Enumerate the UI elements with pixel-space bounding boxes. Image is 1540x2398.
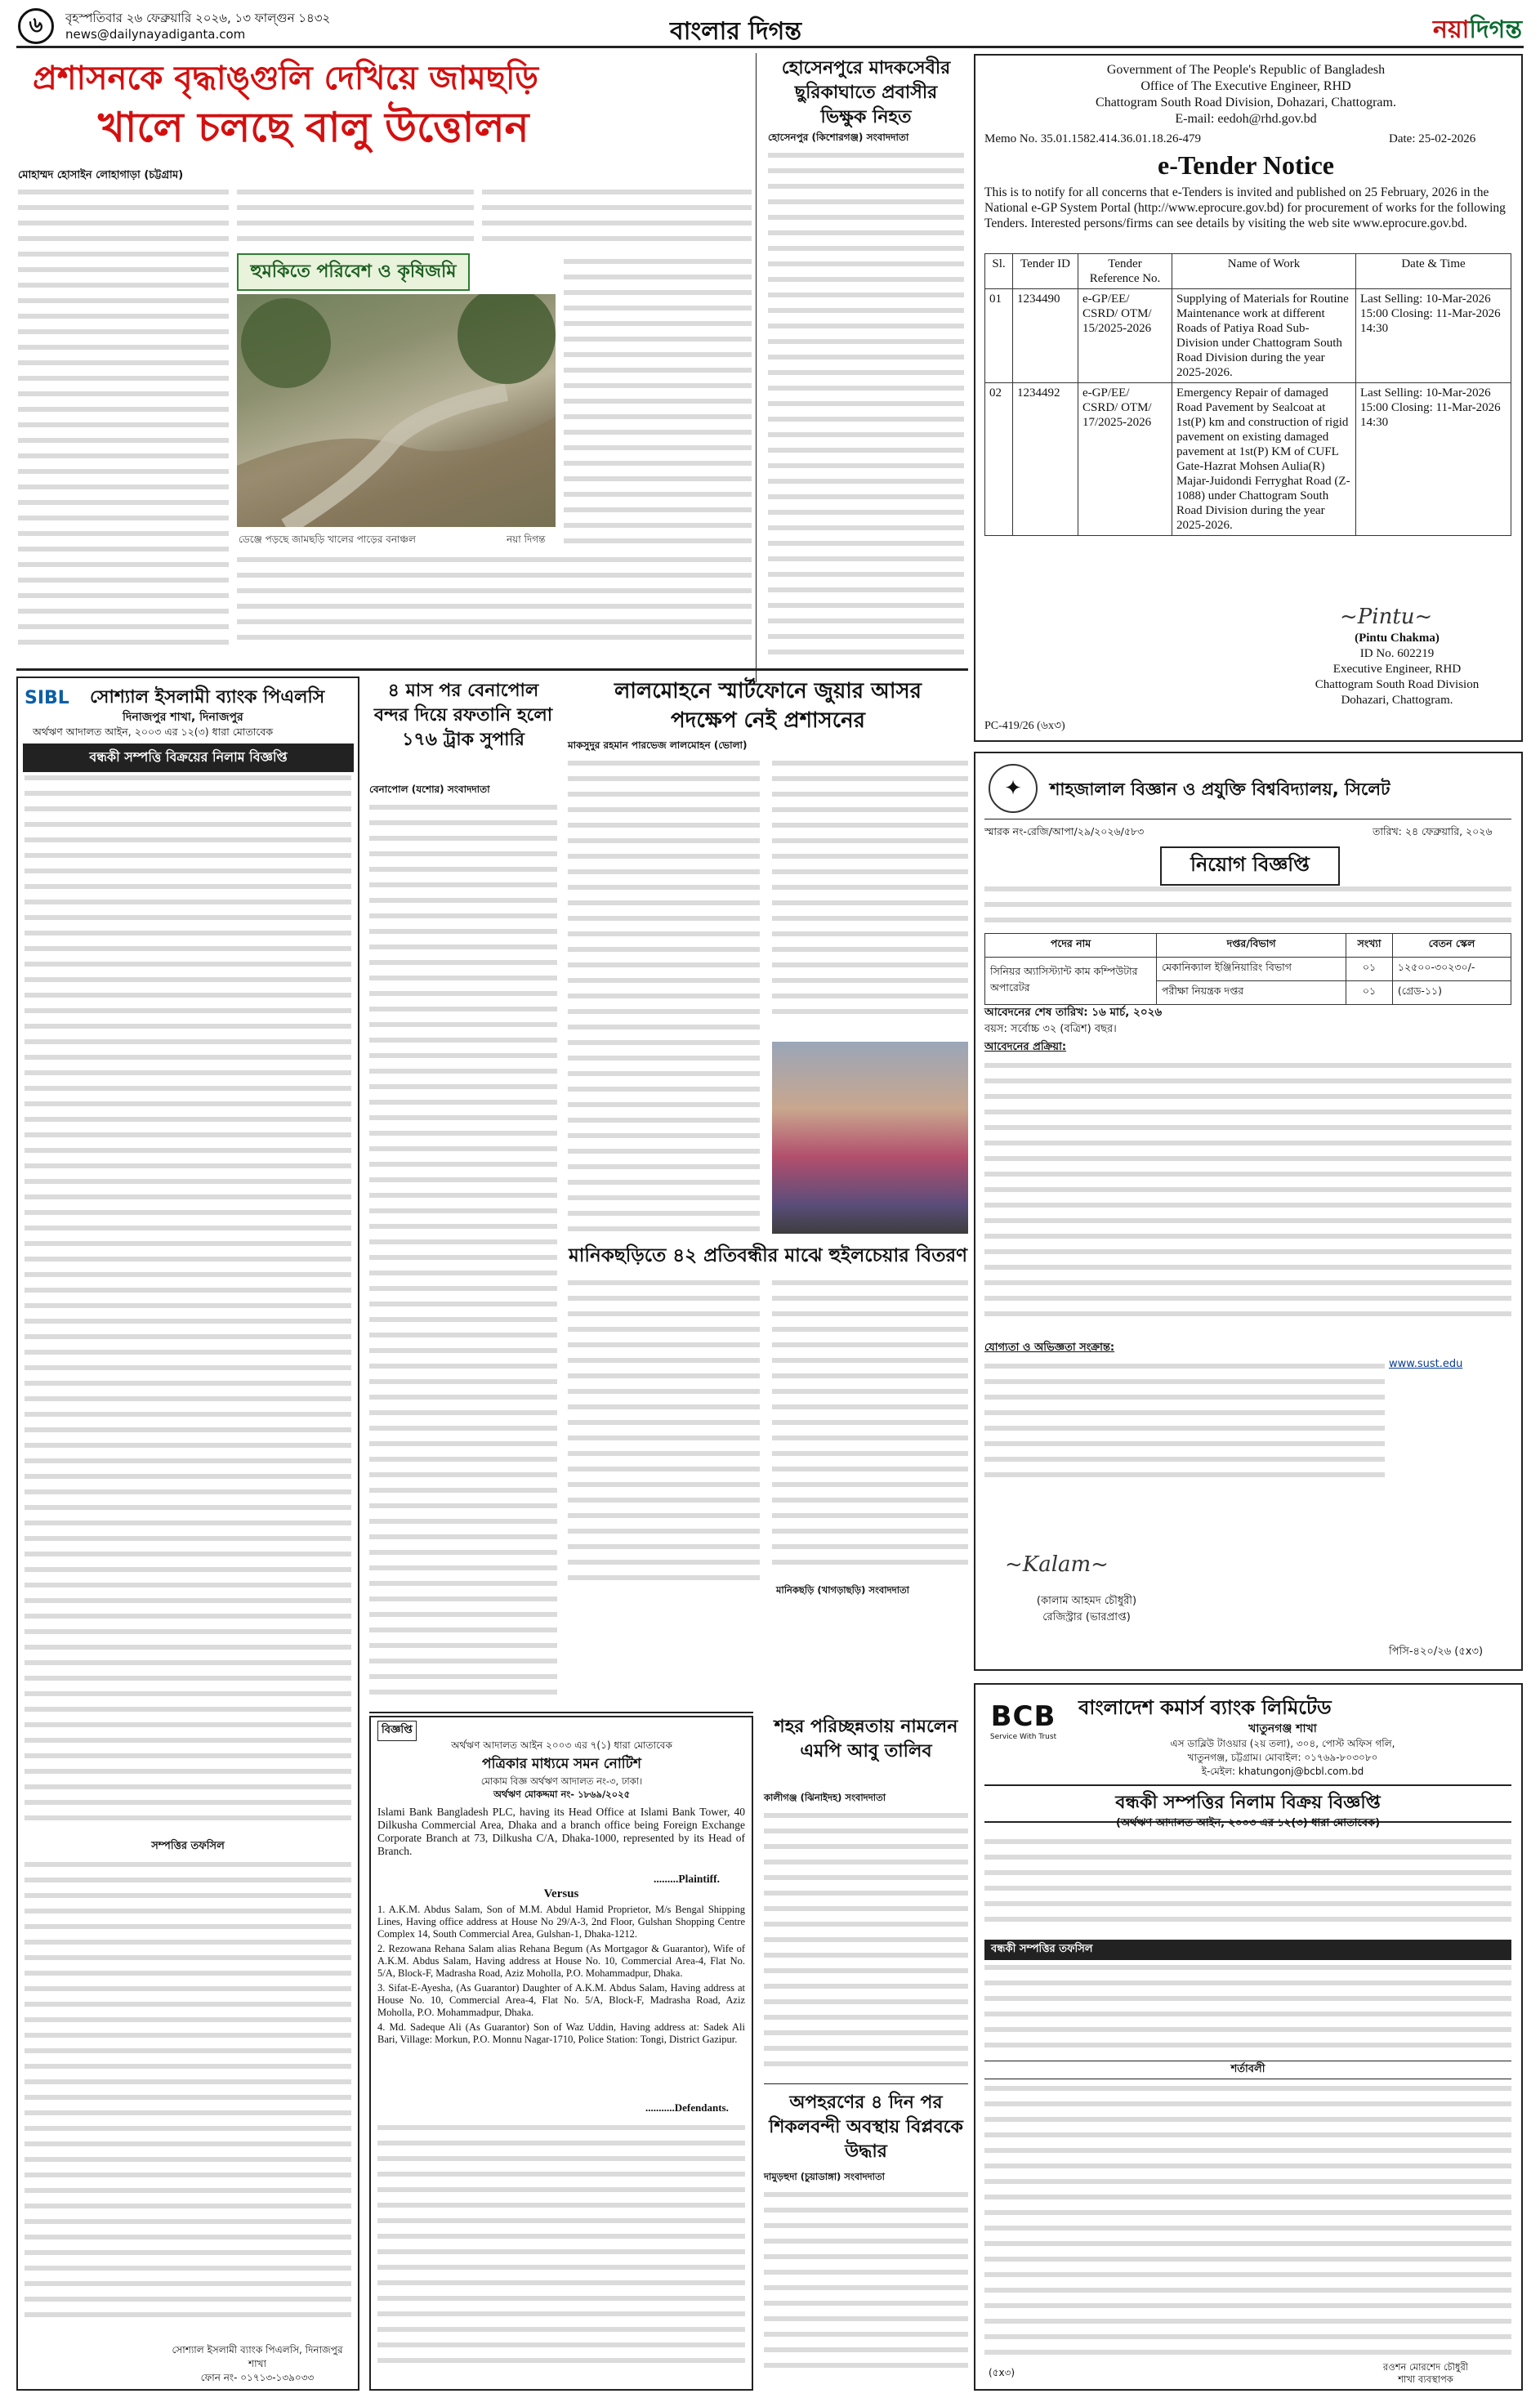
lead-col-3-top (482, 184, 752, 249)
lead-photo (237, 294, 556, 527)
lalmohan-col-2 (772, 755, 968, 1033)
summons-defendants: 1. A.K.M. Abdus Salam, Son of M.M. Abdul Hamid Proprietor, M/s Bengal Shipping Lines, Having office address at House No 29/A-3, 2nd Floor, Gulshan Shopping Centre Complex 14, South Commercial Area, Gulshan-1, Dhaka-1212. 2. Rezowana Rehana Salam alias Rehana Begum (As Mortgagor & Guarantor), Wife of A.K.M. Abdus Salam, Having address at House No. 10, Commercial Area-4, Flat No. 5/A, Block-F, Madrasha Road, Aziz Moholla, P.O. Mohammadpur, Dhaka. 3. Sifat-E-Ayesha, (As Guarantor) Daughter of A.K.M. Abdus Salam, Having address at House No. 10, Commercial Area-4, Flat No. 5/A, Block-F, Madrasha Road, Aziz Moholla, P.O. Mohammadpur, Dhaka. 4. Md. Sadeque Ali (As Guarantor) Son of Waz Uddin, Having address at: Sadek Ali Bari, Village: Morkun, P.O. Monnu Nagar-1710, Police Station: Tongi, District Gazipur. (377, 1904, 745, 2045)
tender-signer: (Pintu Chakma) ID No. 602219 Executive Engineer, RHD Chattogram South Road Division Dohazari, Chattogram. (1315, 632, 1480, 707)
river-illustration (237, 294, 556, 527)
sust-qual-title: যোগ্যতা ও অভিজ্ঞতা সংক্রান্ত: (984, 1342, 1115, 1354)
mp-headline: শহর পরিচ্ছন্নতায় নামলেন এমপি আবু তালিব (774, 1716, 958, 1762)
bcb-conditions-title: শর্তাবলী (984, 2061, 1511, 2079)
tender-memo: Memo No. 35.01.1582.414.36.01.18.26-479 (984, 132, 1201, 145)
bcb-schedule-title: বন্ধকী সম্পত্তির তফসিল (984, 1940, 1511, 1960)
lead-tag: হুমকিতে পরিবেশ ও কৃষিজমি (237, 253, 470, 291)
sust-memo: স্মারক নং-রেজি/আপা/২৯/২০২৬/৫৮৩ (984, 825, 1145, 837)
lead-col-3 (564, 253, 752, 547)
sibl-body (25, 770, 351, 1832)
lead-byline: মোহাম্মদ হোসাইন লোহাগাড়া (চট্টগ্রাম) (18, 169, 184, 181)
bcb-conditions (984, 2080, 1511, 2362)
date-line (65, 10, 330, 42)
wheelchair-photo (772, 1042, 968, 1234)
rescue-body (764, 2186, 968, 2387)
newspaper-logo: নয়াদিগন্ত (1433, 16, 1522, 44)
bcb-schedule (984, 1959, 1511, 2057)
sibl-bank-name: সোশ্যাল ইসলামী ব্যাংক পিএলসি (90, 687, 325, 708)
sibl-schedule (25, 1856, 351, 2330)
summons-law: অর্থঋণ আদালত আইন ২০০৩ এর ৭(১) ধারা মোতাবেক (451, 1739, 672, 1751)
sibl-title: বন্ধকী সম্পত্তি বিক্রয়ের নিলাম বিজ্ঞপ্তি (23, 744, 354, 772)
tender-email[interactable]: E-mail: eedoh@rhd.gov.bd (1175, 112, 1317, 126)
hosenpur-headline: হোসেনপুরে মাদকসেবীর ছুরিকাঘাতে প্রবাসীর ভিক্ষুক নিহত (781, 57, 951, 127)
notice-rule (369, 1712, 753, 1713)
sust-name: শাহজালাল বিজ্ঞান ও প্রযুক্তি বিশ্ববিদ্যালয়, সিলেট (1050, 779, 1390, 799)
summons-versus: Versus (543, 1887, 579, 1900)
benapole-body (369, 799, 557, 1706)
sust-signer: (কালাম আহমদ চৌধুরী) রেজিস্ট্রার (ভারপ্রাপ্ত) (1036, 1595, 1137, 1623)
wheelchair-col-1 (568, 1275, 760, 1597)
sibl-footer: সোশ্যাল ইসলামী ব্যাংক পিএলসি, দিনাজপুর শাখা ফোন নং- ০১৭১৩-১৩৯০৩৩ (172, 2344, 343, 2383)
tender-intro: This is to notify for all concerns that e-Tenders is invited and published on 25 February, 2026 in the National e-GP System Portal (http://www.eprocure.gov.bd) for procurement of works for the following Tenders. Interested persons/firms can see details by visiting the web site www.eprocure.gov.bd. (984, 185, 1506, 230)
lead-col-2-top (237, 184, 474, 249)
benapole-byline: বেনাপোল (যশোর) সংবাদদাতা (369, 784, 490, 795)
sibl-logo: SIBL (25, 688, 69, 708)
sust-emblem-icon: ✦ (989, 764, 1038, 813)
mp-body (764, 1807, 968, 2077)
sust-qual-body (984, 1358, 1385, 1489)
page-number: ৬ (18, 8, 54, 44)
table-row: পরীক্ষা নিয়ন্ত্রক দপ্তর ০১ (গ্রেড-১১) (985, 981, 1511, 1005)
sust-signature: ~Kalam~ (1005, 1552, 1109, 1577)
issue-date: বৃহস্পতিবার ২৬ ফেব্রুয়ারি ২০২৬, ১৩ ফাল্গুন ১৪৩২ (65, 11, 331, 25)
wheelchair-headline: মানিকছড়িতে ৪২ প্রতিবন্ধীর মাঝে হুইলচেয়ার বিতরণ (568, 1244, 968, 1266)
section-title: বাংলার দিগন্ত (670, 17, 801, 46)
summons-case: মোকাম বিজ্ঞ অর্থঋণ আদালত নং-৩, ঢাকা। অর্থঋণ মোকদ্দমা নং- ১৮৬৯/২০২৫ (480, 1775, 643, 1800)
tender-pc-code: PC-419/26 (৬x৩) (984, 720, 1065, 732)
tender-table-header: Sl. Tender ID Tender Reference No. Name of Work Date & Time (985, 254, 1511, 289)
bcb-name: বাংলাদেশ কমার্স ব্যাংক লিমিটেড (1078, 1696, 1332, 1719)
sust-title: নিয়োগ বিজ্ঞপ্তি (1160, 846, 1340, 886)
sust-process-body (984, 1057, 1511, 1327)
sibl-law: অর্থঋণ আদালত আইন, ২০০৩ এর ১২(৩) ধারা মোতাবেক (33, 726, 274, 738)
story-rule (764, 2083, 968, 2084)
sust-pc-code: পিসি-৪২০/২৬ (৫x৩) (1389, 1646, 1484, 1658)
summons-plaintiff: Islami Bank Bangladesh PLC, having its Head Office at Islami Bank Tower, 40 Dilkusha Commercial Area, Dhaka and a branch office being Foreign Exchange Corporate Branch at 73, Dilkusha C/A, Dhaka-1000, represented by its Head of Branch. (377, 1806, 745, 1857)
lalmohan-col-1 (568, 755, 760, 1237)
lead-col-1 (18, 184, 229, 658)
summons-label: বিজ্ঞপ্তি (377, 1721, 417, 1741)
sibl-branch: দিনাজপুর শাখা, দিনাজপুর (123, 711, 243, 724)
tender-table (984, 253, 1511, 536)
rescue-headline: অপহরণের ৪ দিন পর শিকলবন্দী অবস্থায় বিপ্লবকে উদ্ধার (769, 2092, 963, 2162)
lead-headline-2: খালে চলছে বালু উত্তোলন (98, 104, 529, 151)
sust-deadline: আবেদনের শেষ তারিখ: ১৬ মার্চ, ২০২৬ (984, 1006, 1163, 1019)
tender-signature: ~Pintu~ (1340, 605, 1433, 629)
wheelchair-col-2 (772, 1275, 968, 1581)
rescue-byline: দামুড়হুদা (চুয়াডাঙ্গা) সংবাদদাতা (764, 2171, 885, 2182)
sust-website-link[interactable]: www.sust.edu (1389, 1358, 1463, 1370)
wheelchair-credit: মানিকছড়ি (খাগড়াছড়ি) সংবাদদাতা (776, 1584, 910, 1596)
sust-process-title: আবেদনের প্রক্রিয়া: (984, 1041, 1067, 1053)
bcb-address: এস ডাব্লিউ টাওয়ার (২য় তলা), ৩০৪, পোস্ট অফিস গলি, খাতুনগঞ্জ, চট্টগ্রাম। মোবাইল: ০১৭৬৯-৮০৩০৮০ ই-মেইল: khatungonj@bcbl.com.bd (1078, 1737, 1487, 1779)
sust-jobs-table (984, 933, 1511, 1005)
sust-age: বয়স: সর্বোচ্চ ৩২ (বত্রিশ) বছর। (984, 1023, 1117, 1035)
bcb-signer: রওশন মোরশেদ চৌধুরী শাখা ব্যবস্থাপক (1382, 2361, 1469, 2385)
mp-byline: কালীগঞ্জ (ঝিনাইদহ) সংবাদদাতা (764, 1792, 886, 1803)
summons-plaintiff-tag: .........Plaintiff. (654, 1873, 720, 1885)
lead-photo-caption: ডেঞ্জে পড়ছে জামছড়ি খালের পাড়ের বনাঞ্চল (239, 534, 416, 545)
masthead-rule (16, 46, 1524, 48)
table-row: সিনিয়র অ্যাসিস্ট্যান্ট কাম কম্পিউটার অপারেটর মেকানিক্যাল ইঞ্জিনিয়ারিং বিভাগ ০১ ১২৫০০-৩০২৩০/- (985, 958, 1511, 981)
benapole-headline: ৪ মাস পর বেনাপোল বন্দর দিয়ে রফতানি হলো ১৭৬ ট্রাক সুপারি (373, 680, 553, 750)
summons-title: পত্রিকার মাধ্যমে সমন নোটিশ (482, 1756, 641, 1772)
bcb-email[interactable]: ই-মেইল: khatungonj@bcbl.com.bd (1201, 1766, 1364, 1777)
summons-body (377, 2119, 745, 2381)
lalmohan-byline: মাকসুদুর রহমান পারভেজ লালমোহন (ভোলা) (568, 739, 748, 751)
bcb-branch: খাতুনগঞ্জ শাখা (1248, 1722, 1317, 1735)
sust-intro (984, 881, 1511, 930)
bcb-intro (984, 1833, 1511, 1936)
table-row: 02 1234492 e-GP/EE/ CSRD/ OTM/ 17/2025-2026 Emergency Repair of damaged Road Pavement by Sealcoat at 1st(P) km and construction of rigid pavement on existing damaged pavement at 1st(P) KM of CUFL Gate-Hazrat Mohsen Aulia(R) Majar-Juidondi Ferryghat Road (Z-1088) under Chattogram South Road Division during the year 2025-2026. Last Selling: 10-Mar-2026 15:00 Closing: 11-Mar-2026 14:30 (985, 383, 1511, 536)
table-header: পদের নাম দপ্তর/বিভাগ সংখ্যা বেতন স্কেল (985, 934, 1511, 958)
hosenpur-body (768, 147, 964, 670)
bcb-law: (অর্থঋণ আদালত আইন, ২০০৩ এর ১২(৩) ধারা মোতাবেক) (1115, 1817, 1381, 1829)
bcb-code: (৫x৩) (989, 2367, 1016, 2378)
table-row: 01 1234490 e-GP/EE/ CSRD/ OTM/ 15/2025-2026 Supplying of Materials for Routine Maintenance work at different Roads of Patiya Road Sub-Division under Chattogram South Road Division during the year 2025-2026. Last Selling: 10-Mar-2026 15:00 Closing: 11-Mar-2026 14:30 (985, 289, 1511, 383)
sust-date: তারিখ: ২৪ ফেব্রুয়ারি, ২০২৬ (1373, 825, 1493, 837)
col-divider (756, 53, 757, 682)
summons-defendants-tag: ...........Defendants. (645, 2101, 729, 2114)
bcb-logo: BCB Service With Trust (989, 1700, 1057, 1741)
sibl-schedule-title: সম্পত্তির তফসিল (151, 1840, 225, 1852)
tender-title: e-Tender Notice (1158, 150, 1334, 180)
row-rule (16, 668, 968, 671)
bcb-title: বন্ধকী সম্পত্তির নিলাম বিক্রয় বিজ্ঞপ্তি (984, 1784, 1511, 1823)
lead-col-bottom (237, 551, 752, 658)
hosenpur-byline: হোসেনপুর (কিশোরগঞ্জ) সংবাদদাতা (768, 132, 909, 143)
news-email[interactable]: news@dailynayadiganta.com (65, 27, 246, 42)
lead-photo-credit: নয়া দিগন্ত (507, 534, 546, 545)
tender-date: Date: 25-02-2026 (1389, 132, 1476, 145)
lalmohan-headline: লালমোহনে স্মার্টফোনে জুয়ার আসর পদক্ষেপ নেই প্রশাসনের (614, 679, 922, 733)
lead-headline-1: প্রশাসনকে বৃদ্ধাঙ্গুলি দেখিয়ে জামছড়ি (33, 60, 538, 97)
tender-header: Government of The People's Republic of Bangladesh Office of The Executive Engineer, RHD Chattogram South Road Division, Dohazari, Chattogram. E-mail: eedoh@rhd.gov.bd (980, 62, 1511, 127)
